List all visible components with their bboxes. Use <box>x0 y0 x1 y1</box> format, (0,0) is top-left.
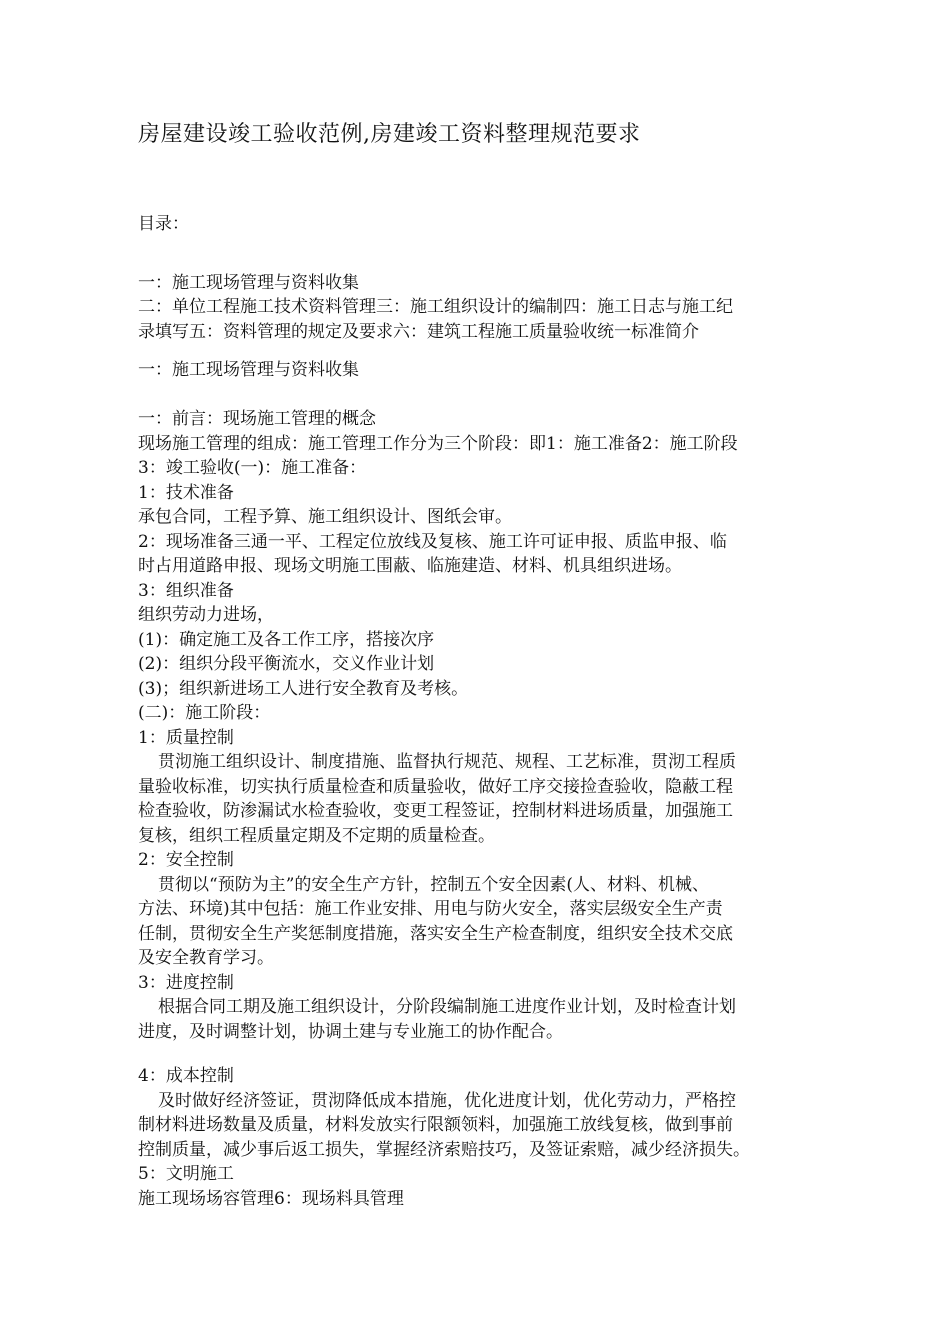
toc-line: 一：施工现场管理与资料收集 <box>138 272 359 293</box>
paragraph-line: 4：成本控制 <box>138 1066 234 1086</box>
paragraph-line: 3：进度控制 <box>138 972 234 993</box>
paragraph-line: 贯沏施工组织设计、制度措施、监督执行规范、规程、工艺标准，贯沏工程质 <box>158 752 736 772</box>
paragraph-line: 一：前言：现场施工管理的概念 <box>138 409 376 429</box>
paragraph-line: 控制质量，减少事后返工损失，掌握经济索赔技巧，及签证索赔，减少经济损失。 <box>138 1139 750 1160</box>
paragraph-line: 量验收标准，切实执行质量检查和质量验收，做好工序交接捡查验收，隐蔽工程 <box>138 776 733 797</box>
paragraph-line: 承包合同，工程予算、施工组织设计、图纸会审。 <box>138 507 512 527</box>
paragraph-line: 组织劳动力进场， <box>138 605 274 625</box>
paragraph-line: 2：现场准备三通一平、工程定位放线及复核、施工许可证申报、质监申报、临 <box>138 531 727 552</box>
main-content-continued <box>138 1064 828 1211</box>
paragraph-line: 及安全教育学习。 <box>138 948 274 968</box>
toc-line: 二：单位工程施工技术资料管理三：施工组织设计的编制四：施工日志与施工纪 <box>138 297 733 317</box>
main-content <box>138 407 828 1044</box>
paragraph-line: (2)：组织分段平衡流水，交义作业计划 <box>138 654 435 674</box>
paragraph-line: 1：质量控制 <box>138 727 234 748</box>
paragraph-line: 复核，组织工程质量定期及不定期的质量检查。 <box>138 825 495 846</box>
paragraph-line: 检查验收，防渗漏试水检查验收，变更工程签证，控制材料进场质量，加强施工 <box>138 801 733 821</box>
paragraph-line: 时占用道路申报、现场文明施工围蔽、临施建造、材料、机具组织进场。 <box>138 556 682 576</box>
paragraph-line: (二)：施工阶段： <box>138 703 271 723</box>
paragraph-line: 现场施工管理的组成：施工管理工作分为三个阶段：即1：施工准备2：施工阶段 <box>138 433 738 454</box>
toc-line: 录填写五：资料管理的规定及要求六：建筑工程施工质量验收统一标准简介 <box>138 321 699 342</box>
section-heading: 一：施工现场管理与资料收集 <box>138 360 359 380</box>
paragraph-line: 任制，贯彻安全生产奖惩制度措施，落实安全生产检查制度，组织安全技术交底 <box>138 923 733 944</box>
paragraph-line: 3：组织准备 <box>138 580 234 601</box>
paragraph-line: 及时做好经济签证，贯沏降低成本措施，优化进度计划，优化劳动力，严格控 <box>158 1090 736 1111</box>
paragraph-line: 进度，及时调整计划，协调土建与专业施工的协作配合。 <box>138 1021 563 1042</box>
paragraph-line: (3)；组织新进场工人进行安全教育及考核。 <box>138 678 469 699</box>
paragraph-line: 贯彻以“预防为主”的安全生产方针，控制五个安全因素(人、材料、机械、 <box>158 874 710 895</box>
paragraph-line: 2：安全控制 <box>138 850 234 870</box>
paragraph-line: 根据合同工期及施工组织设计，分阶段编制施工进度作业计划，及时检查计划 <box>158 997 736 1017</box>
paragraph-line: 施工现场场容管理6：现场料具管理 <box>138 1188 404 1209</box>
section-heading-block <box>138 358 828 383</box>
paragraph-line: 3：竣工验收(一)：施工准备： <box>138 458 367 478</box>
paragraph-line: (1)：确定施工及各工作工序，搭接次序 <box>138 629 435 650</box>
toc-heading: 目录： <box>138 214 189 234</box>
paragraph-line: 5：文明施工 <box>138 1164 234 1184</box>
document-title: 房屋建设竣工验收范例,房建竣工资料整理规范要求 <box>138 122 641 147</box>
paragraph-line: 制材料进场数量及质量，材料发放实行限额领料，加强施工放线复核，做到事前 <box>138 1115 733 1135</box>
paragraph-line: 1：技术准备 <box>138 482 234 503</box>
paragraph-line: 方法、环境)其中包括：施工作业安排、用电与防火安全，落实层级安全生产责 <box>138 899 723 919</box>
table-of-contents <box>138 212 828 344</box>
